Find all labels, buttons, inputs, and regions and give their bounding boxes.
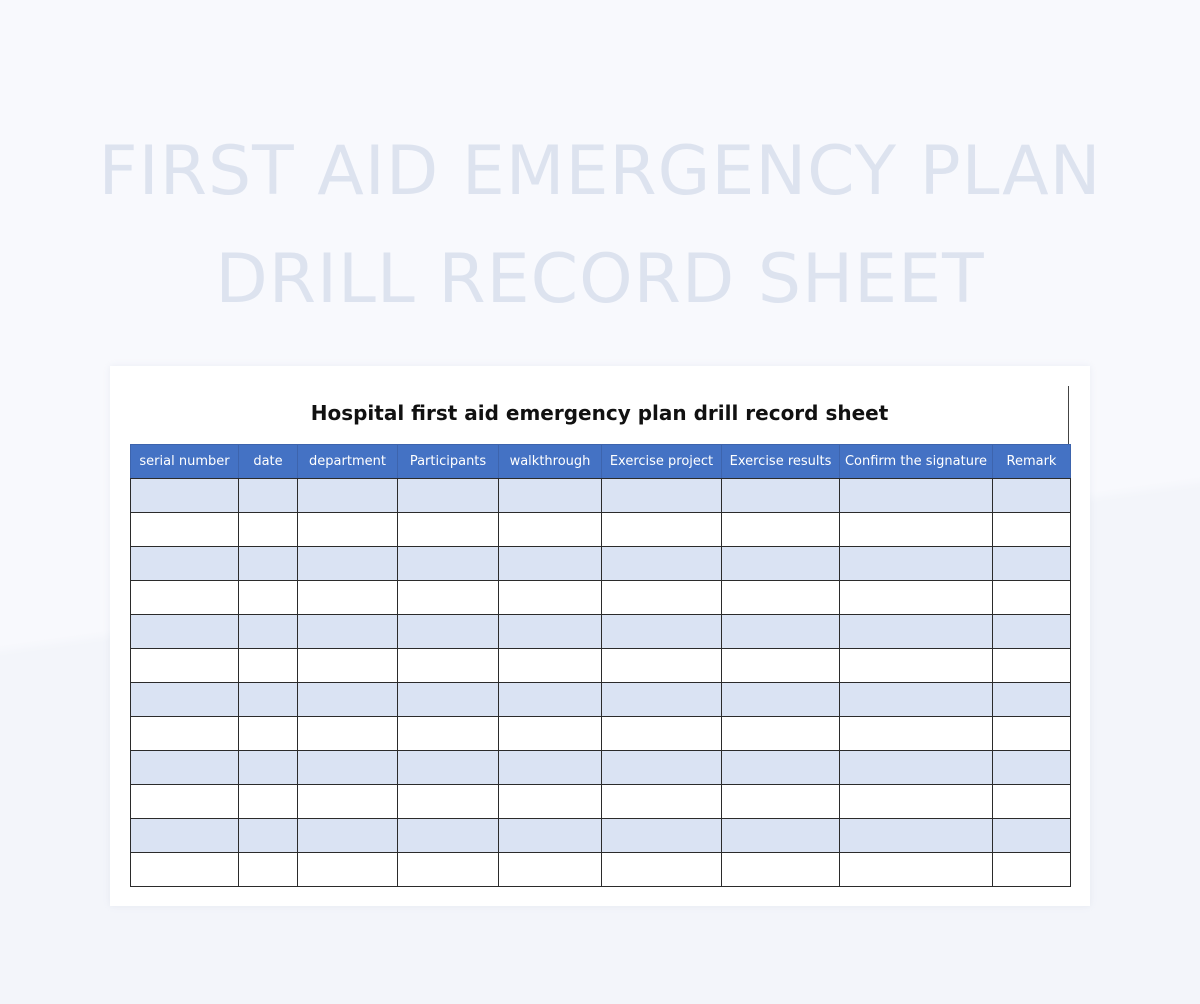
- table-cell[interactable]: [131, 581, 239, 615]
- table-cell[interactable]: [398, 785, 499, 819]
- table-cell[interactable]: [239, 819, 298, 853]
- table-cell[interactable]: [602, 513, 722, 547]
- table-cell[interactable]: [298, 581, 398, 615]
- table-cell[interactable]: [398, 819, 499, 853]
- table-cell[interactable]: [239, 717, 298, 751]
- table-cell[interactable]: [722, 785, 840, 819]
- table-row: [131, 479, 1071, 513]
- table-cell[interactable]: [398, 751, 499, 785]
- banner-title: [0, 118, 1200, 334]
- table-cell[interactable]: [722, 649, 840, 683]
- table-cell[interactable]: [499, 751, 602, 785]
- table-row: [131, 649, 1071, 683]
- table-cell[interactable]: [840, 751, 993, 785]
- table-cell[interactable]: [840, 479, 993, 513]
- table-cell[interactable]: [131, 751, 239, 785]
- table-cell[interactable]: [993, 615, 1071, 649]
- table-cell[interactable]: [602, 581, 722, 615]
- table-cell[interactable]: [840, 853, 993, 887]
- table-cell[interactable]: [722, 581, 840, 615]
- table-cell[interactable]: [398, 649, 499, 683]
- table-cell[interactable]: [131, 819, 239, 853]
- table-cell[interactable]: [131, 785, 239, 819]
- table-cell[interactable]: [131, 479, 239, 513]
- table-cell[interactable]: [131, 615, 239, 649]
- table-cell[interactable]: [722, 615, 840, 649]
- header-participants: Participants: [398, 445, 499, 479]
- table-cell[interactable]: [840, 615, 993, 649]
- table-cell[interactable]: [298, 819, 398, 853]
- table-cell[interactable]: [722, 751, 840, 785]
- table-row: [131, 547, 1071, 581]
- header-department: department: [298, 445, 398, 479]
- table-cell[interactable]: [239, 785, 298, 819]
- table-cell[interactable]: [499, 479, 602, 513]
- table-row: [131, 615, 1071, 649]
- table-cell[interactable]: [993, 513, 1071, 547]
- header-confirm-signature: Confirm the signature: [840, 445, 993, 479]
- table-cell[interactable]: [239, 615, 298, 649]
- table-cell[interactable]: [499, 819, 602, 853]
- table-cell[interactable]: [993, 717, 1071, 751]
- header-remark: Remark: [993, 445, 1071, 479]
- table-cell[interactable]: [131, 853, 239, 887]
- table-cell[interactable]: [602, 819, 722, 853]
- header-walkthrough: walkthrough: [499, 445, 602, 479]
- table-cell[interactable]: [722, 547, 840, 581]
- table-cell[interactable]: [499, 615, 602, 649]
- header-exercise-project: Exercise project: [602, 445, 722, 479]
- table-cell[interactable]: [298, 853, 398, 887]
- table-cell[interactable]: [993, 581, 1071, 615]
- table-cell[interactable]: [722, 853, 840, 887]
- table-cell[interactable]: [298, 615, 398, 649]
- table-cell[interactable]: [131, 683, 239, 717]
- table-cell[interactable]: [993, 751, 1071, 785]
- table-cell[interactable]: [239, 581, 298, 615]
- header-serial-number: serial number: [131, 445, 239, 479]
- table-cell[interactable]: [499, 785, 602, 819]
- table-cell[interactable]: [499, 683, 602, 717]
- table-cell[interactable]: [398, 479, 499, 513]
- table-cell[interactable]: [298, 785, 398, 819]
- table-cell[interactable]: [722, 479, 840, 513]
- table-cell[interactable]: [499, 513, 602, 547]
- table-cell[interactable]: [722, 513, 840, 547]
- sheet-title: Hospital first aid emergency plan drill record sheet: [310, 401, 889, 425]
- table-cell[interactable]: [398, 581, 499, 615]
- table-cell[interactable]: [131, 513, 239, 547]
- table-row: [131, 513, 1071, 547]
- table-cell[interactable]: [602, 649, 722, 683]
- table-cell[interactable]: [499, 717, 602, 751]
- table-cell[interactable]: [993, 819, 1071, 853]
- table-cell[interactable]: [602, 479, 722, 513]
- table-cell[interactable]: [131, 649, 239, 683]
- table-cell[interactable]: [398, 615, 499, 649]
- table-cell[interactable]: [840, 581, 993, 615]
- table-cell[interactable]: [993, 683, 1071, 717]
- table-cell[interactable]: [239, 479, 298, 513]
- table-cell[interactable]: [298, 649, 398, 683]
- table-cell[interactable]: [398, 513, 499, 547]
- table-header-row: [131, 445, 1071, 479]
- table-cell[interactable]: [499, 547, 602, 581]
- table-cell[interactable]: [993, 649, 1071, 683]
- table-cell[interactable]: [298, 513, 398, 547]
- table-cell[interactable]: [602, 751, 722, 785]
- banner-title-line-1: FIRST AID EMERGENCY PLAN: [98, 132, 1102, 211]
- table-cell[interactable]: [398, 853, 499, 887]
- table-cell[interactable]: [398, 683, 499, 717]
- table-cell[interactable]: [602, 785, 722, 819]
- table-cell[interactable]: [602, 683, 722, 717]
- table-body: [131, 479, 1071, 887]
- banner-title-line-2: DRILL RECORD SHEET: [215, 240, 985, 319]
- table-cell[interactable]: [840, 649, 993, 683]
- drill-record-table: [130, 444, 1071, 887]
- table-cell[interactable]: [840, 683, 993, 717]
- table-cell[interactable]: [840, 513, 993, 547]
- table-cell[interactable]: [602, 717, 722, 751]
- table-cell[interactable]: [722, 717, 840, 751]
- table-row: [131, 717, 1071, 751]
- table-cell[interactable]: [499, 649, 602, 683]
- header-exercise-results: Exercise results: [722, 445, 840, 479]
- table-cell[interactable]: [722, 819, 840, 853]
- table-cell[interactable]: [840, 547, 993, 581]
- table-cell[interactable]: [239, 547, 298, 581]
- table-row: [131, 785, 1071, 819]
- table-cell[interactable]: [398, 547, 499, 581]
- table-cell[interactable]: [239, 649, 298, 683]
- table-cell[interactable]: [239, 513, 298, 547]
- table-cell[interactable]: [499, 853, 602, 887]
- table-cell[interactable]: [131, 547, 239, 581]
- table-row: [131, 819, 1071, 853]
- table-cell[interactable]: [298, 683, 398, 717]
- table-cell[interactable]: [298, 717, 398, 751]
- table-cell[interactable]: [298, 751, 398, 785]
- table-row: [131, 751, 1071, 785]
- table-cell[interactable]: [840, 717, 993, 751]
- header-date: date: [239, 445, 298, 479]
- table-cell[interactable]: [840, 819, 993, 853]
- table-cell[interactable]: [239, 683, 298, 717]
- table-cell[interactable]: [131, 717, 239, 751]
- table-cell[interactable]: [239, 853, 298, 887]
- table-cell[interactable]: [602, 853, 722, 887]
- table-cell[interactable]: [298, 547, 398, 581]
- table-cell[interactable]: [840, 785, 993, 819]
- table-cell[interactable]: [993, 853, 1071, 887]
- table-cell[interactable]: [499, 581, 602, 615]
- table-cell[interactable]: [993, 785, 1071, 819]
- table-row: [131, 581, 1071, 615]
- table-cell[interactable]: [993, 479, 1071, 513]
- record-sheet: [110, 366, 1090, 906]
- table-row: [131, 683, 1071, 717]
- table-cell[interactable]: [239, 751, 298, 785]
- table-cell[interactable]: [398, 717, 499, 751]
- table-cell[interactable]: [298, 479, 398, 513]
- table-cell[interactable]: [722, 683, 840, 717]
- table-cell[interactable]: [602, 547, 722, 581]
- table-cell[interactable]: [993, 547, 1071, 581]
- table-cell[interactable]: [602, 615, 722, 649]
- table-row: [131, 853, 1071, 887]
